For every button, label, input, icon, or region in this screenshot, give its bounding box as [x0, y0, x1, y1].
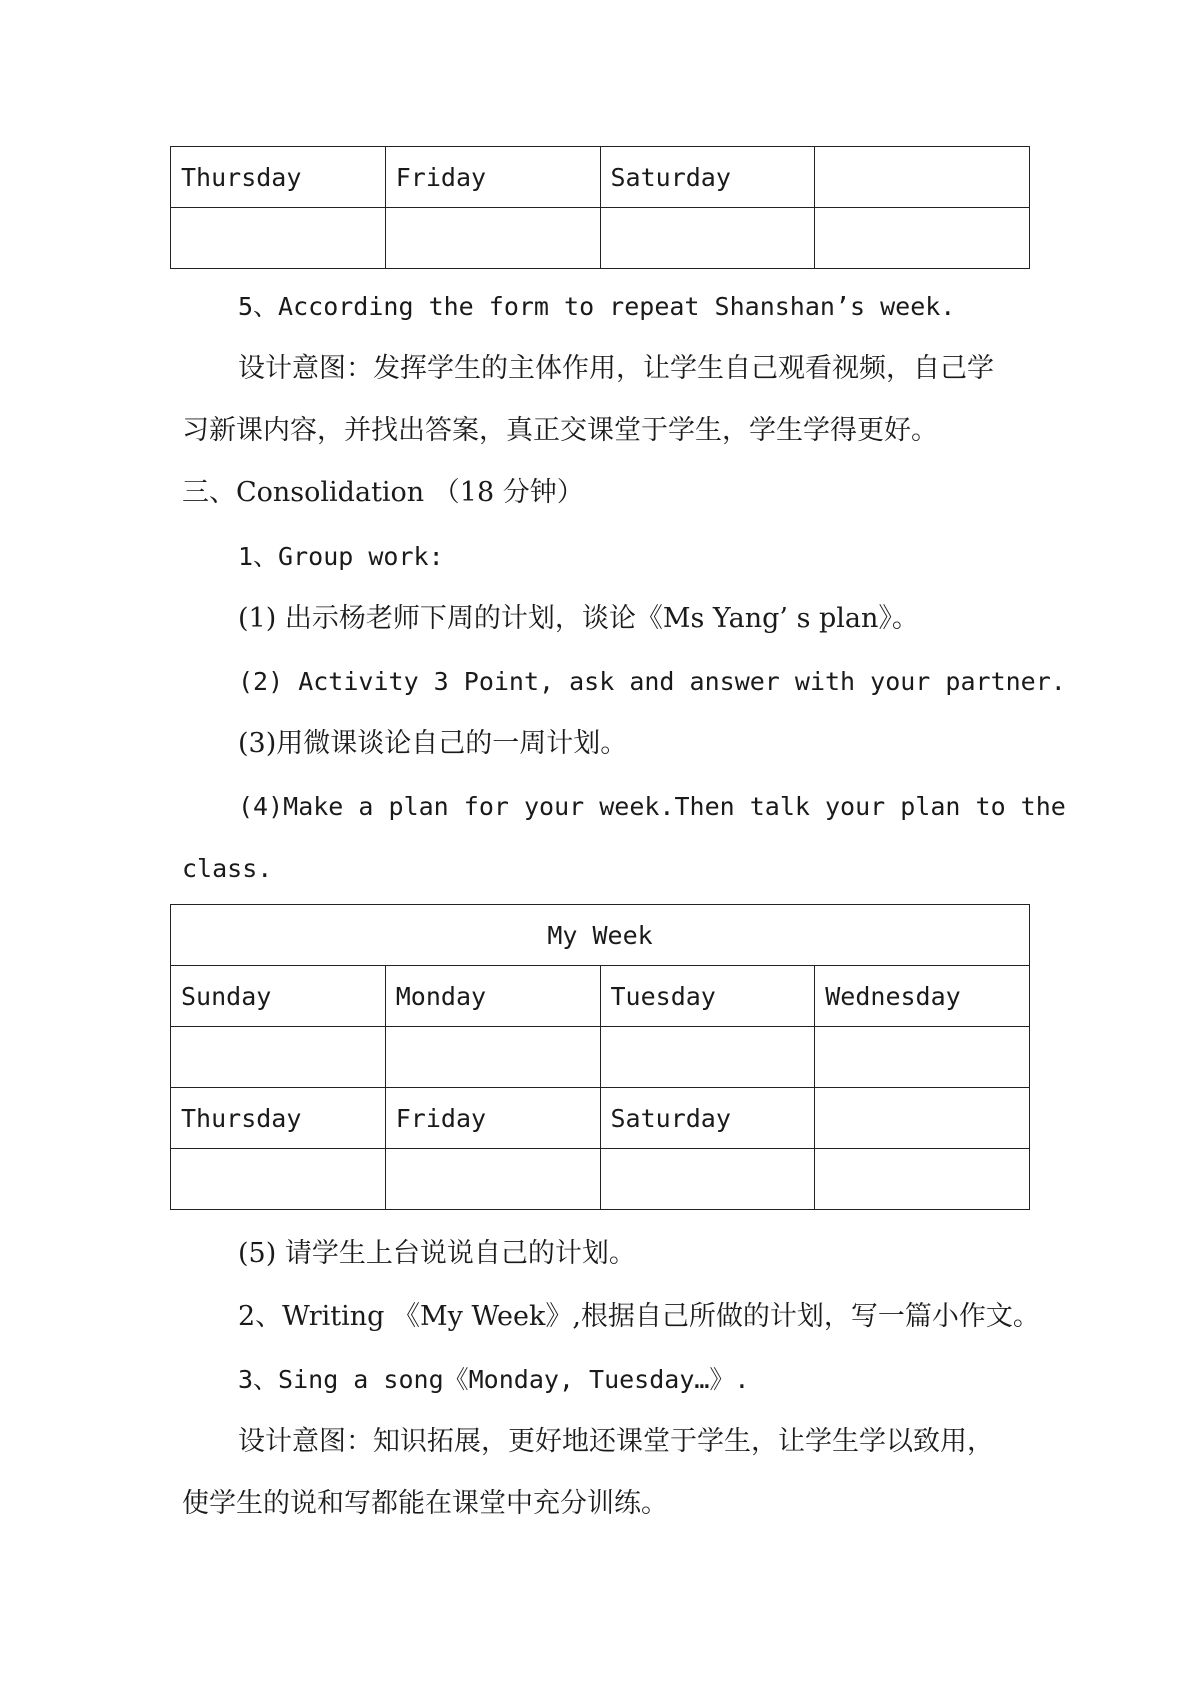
table-cell — [385, 1149, 600, 1210]
table-cell: Sunday — [171, 966, 386, 1027]
table-cell — [815, 1027, 1030, 1088]
present-plan-item: (5) 请学生上台说说自己的计划。 — [238, 1238, 636, 1269]
table-cell: Saturday — [600, 147, 815, 208]
group-work-item-1: (1) 出示杨老师下周的计划，谈论《Ms Yang’ s plan》。 — [238, 603, 919, 634]
table-row — [171, 1088, 1030, 1149]
design-intent-2-line1: 设计意图：知识拓展，更好地还课堂于学生，让学生学以致用， — [238, 1426, 994, 1457]
table-cell: Tuesday — [600, 966, 815, 1027]
table-cell: Thursday — [171, 147, 386, 208]
table-cell — [171, 208, 386, 269]
table-row — [171, 966, 1030, 1027]
group-work-item-2: (2) Activity 3 Point, ask and answer with your partner. — [238, 667, 1066, 696]
group-work-item-4-line1: (4)Make a plan for your week.Then talk your plan to the — [238, 792, 1066, 821]
table-cell: Thursday — [171, 1088, 386, 1149]
design-intent-line2: 习新课内容，并找出答案，真正交课堂于学生，学生学得更好。 — [182, 415, 938, 446]
table-row — [171, 147, 1030, 208]
table-title: My Week — [171, 905, 1030, 966]
design-intent-2-line2: 使学生的说和写都能在课堂中充分训练。 — [182, 1488, 668, 1519]
table-cell: Monday — [385, 966, 600, 1027]
table-cell: Friday — [385, 147, 600, 208]
table-cell — [385, 208, 600, 269]
group-work-heading: 1、Group work: — [238, 542, 444, 571]
table-cell — [600, 208, 815, 269]
table-cell — [385, 1027, 600, 1088]
design-intent-line1: 设计意图：发挥学生的主体作用，让学生自己观看视频，自己学 — [238, 353, 994, 384]
table-cell: Friday — [385, 1088, 600, 1149]
table-row — [171, 1027, 1030, 1088]
table-title-row — [171, 905, 1030, 966]
repeat-instruction: 5、According the form to repeat Shanshan’s week. — [238, 292, 956, 321]
table-cell — [600, 1149, 815, 1210]
table-cell — [815, 208, 1030, 269]
table-cell: Wednesday — [815, 966, 1030, 1027]
table-cell — [815, 147, 1030, 208]
table-cell — [171, 1027, 386, 1088]
table-cell — [815, 1149, 1030, 1210]
group-work-item-4-line2: class. — [182, 854, 273, 883]
sing-song-task: 3、Sing a song《Monday, Tuesday…》. — [238, 1365, 750, 1394]
table-cell — [815, 1088, 1030, 1149]
writing-task: 2、Writing 《My Week》,根据自己所做的计划，写一篇小作文。 — [238, 1301, 1040, 1332]
table-cell: Saturday — [600, 1088, 815, 1149]
table-cell — [600, 1027, 815, 1088]
table-row — [171, 1149, 1030, 1210]
week-table-continued — [170, 146, 1030, 269]
table-cell — [171, 1149, 386, 1210]
table-row — [171, 208, 1030, 269]
section-heading-consolidation: 三、Consolidation （18 分钟） — [182, 477, 584, 508]
my-week-table — [170, 904, 1030, 1210]
group-work-item-3: (3)用微课谈论自己的一周计划。 — [238, 728, 628, 759]
